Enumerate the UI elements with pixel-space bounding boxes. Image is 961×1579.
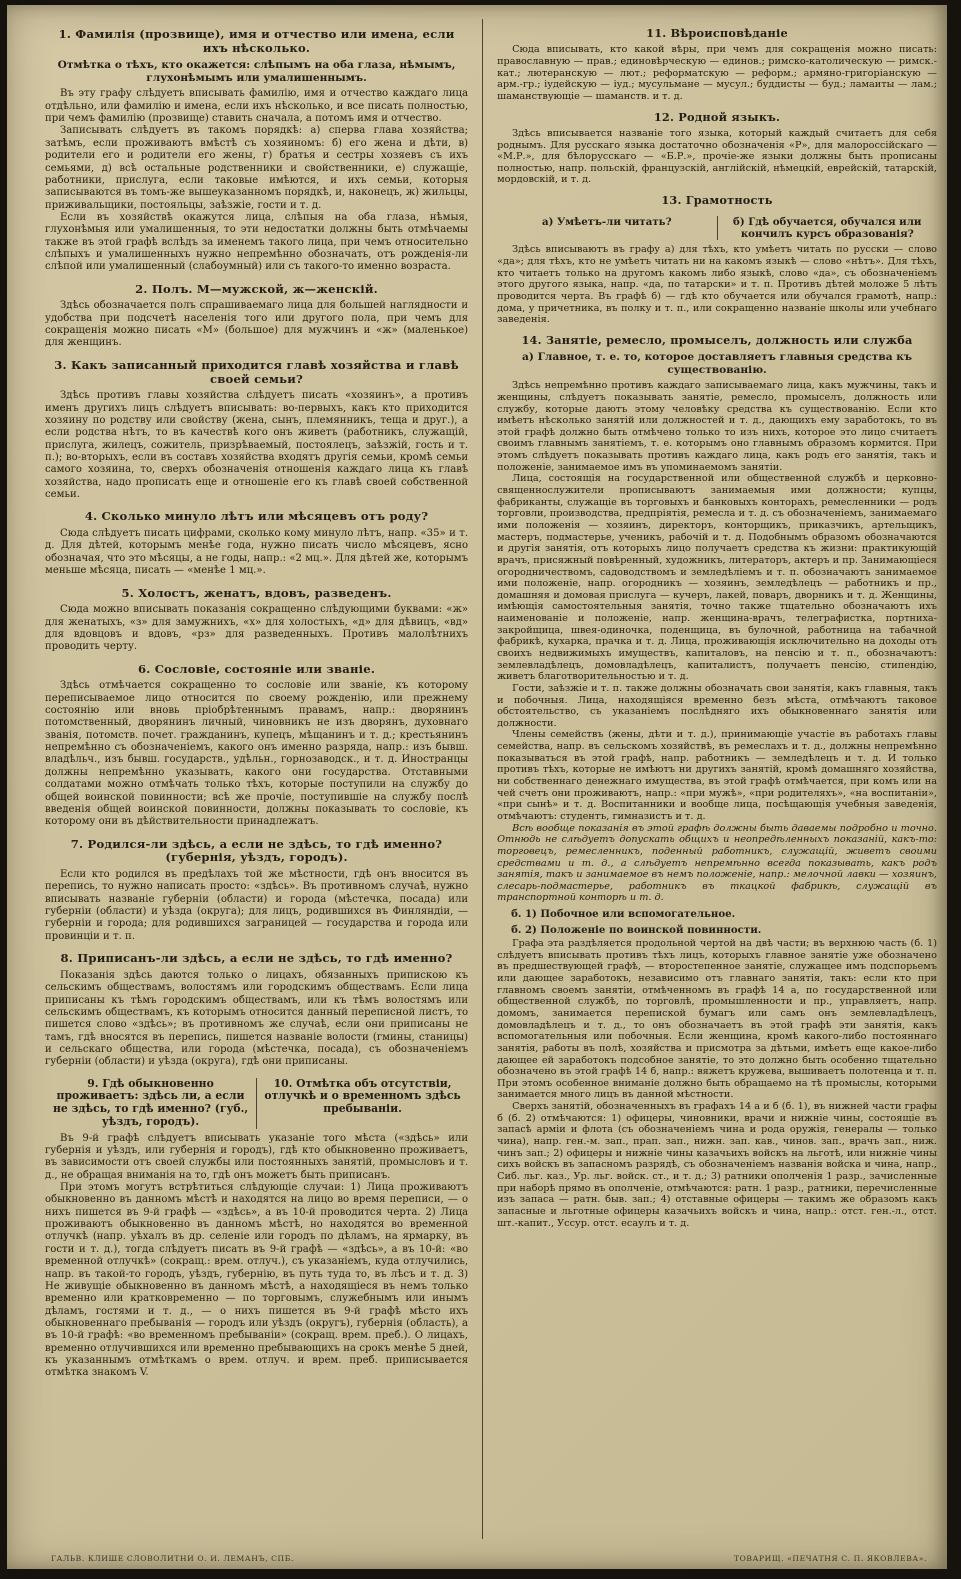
section-header: 4. Сколько минуло лѣтъ или мѣсяцевъ отъ роду?	[84, 509, 429, 524]
section-header: а) Главное, т. е. то, которое доставляетъ главныя средства къ существованію.	[522, 351, 913, 376]
section-header: 7. Родился-ли здѣсь, а если не здѣсь, то гдѣ именно? (губернія, уѣздъ, городъ).	[70, 836, 443, 865]
section-header: 1. Фамилія (прозвище), имя и отчество или имена, если ихъ нѣсколько.	[58, 27, 455, 55]
paragraph: Если кто родился въ предѣлахъ той же мѣстности, гдѣ онъ вносится въ перепись, то нужно написать просто: «здѣсь». Въ противномъ случаѣ, нужно вписывать названіе губерніи (области) и города (мѣстечка, посада) или губерніи (области) и уѣзда (округа); для лицъ, родившихся въ Финляндіи, — губерніи и города; для родившихся заграницей — государства и города или провинціи и т. п.	[45, 868, 469, 942]
imprint-left: ГАЛЬВ. КЛИШЕ СЛОВОЛИТНИ О. И. ЛЕМАНЪ, СПБ.	[51, 1554, 294, 1563]
dual-section-header	[45, 1078, 468, 1129]
paragraph: Здѣсь вписывается названіе того языка, который каждый считаетъ для себя роднымъ. Для русскаго языка достаточно обозначенія «Р», для малороссійскаго — «М.Р.», для бѣлорусскаго — «Б.Р.», прочіе-же языки должны быть прописаны полностью, напр. польскій, французскій, англійскій, нѣмецкій, еврейскій, татарскій, мордовскій, и т. д.	[497, 127, 937, 186]
section-header: 3. Какъ записанный приходится главѣ хозяйства и главѣ своей семьи?	[54, 357, 459, 386]
paragraph: Въ эту графу слѣдуетъ вписывать фамилію, имя и отчество каждаго лица отдѣльно, или фамилію и имена, если ихъ нѣсколько, и все писать полностью, при чемъ фамилію (прозвище) ставить сначала, а потомъ имя и отчество.	[45, 88, 469, 125]
left-column	[45, 19, 482, 1539]
section-header: 10. Отмѣтка объ отсутствіи, отлучкѣ и о временномъ здѣсь пребываніи.	[256, 1078, 468, 1129]
paragraph: Сюда можно вписывать показанія сокращенно слѣдующими буквами: «ж» для женатыхъ, «з» для замужнихъ, «х» для холостыхъ, «д» для дѣвицъ, «вд» для вдовцовъ и вдовъ, «рз» для разведенныхъ. Противъ малолѣтнихъ проводить черту.	[45, 604, 469, 653]
paragraph: Здѣсь вписываютъ въ графу а) для тѣхъ, кто умѣетъ читать по русски — слово «да»; для тѣхъ, кто не умѣетъ читать ни на какомъ языкѣ — слово «нѣтъ». Для тѣхъ, кто читаетъ только на другомъ какомъ либо языкѣ, слово «да», съ обозначеніемъ этого другого языка, напр. «да, по татарски» и т. п. Противъ дѣтей моложе 5 лѣтъ проводится черта. Въ графѣ б) — гдѣ кто обучается или обучался грамотѣ, напр.: дома, у причетника, въ полку и т. п., или сокращенно названіе школы или учебнаго заведенія.	[497, 244, 937, 326]
two-column-text	[7, 5, 947, 1569]
section-header: 11. Вѣроисповѣданіе	[646, 26, 788, 40]
paragraph: Графа эта раздѣляется продольной чертой на двѣ части; въ верхнюю часть (б. 1) слѣдуетъ вписывать противъ тѣхъ лицъ, которыхъ главное занятіе уже обозначено въ предшествующей графѣ, — второстепенное занятіе, служащее имъ подспорьемъ или дающее заработокъ, независимо отъ главнаго занятія, такъ: если кто при главномъ своемъ занятіи, отмѣченномъ въ графѣ 14 а, по государственной или общественной службѣ, по торговлѣ, промышленности и пр., управляетъ, напр. домомъ, занимается перепиской бумагъ или самъ онъ землевладѣлецъ, домовладѣлецъ и т. д., то онъ обозначаетъ въ этой графѣ эти занятія, какъ вспомогательныя или побочныя. Если женщина, кромѣ какого-либо постояннаго занятія, работы въ полѣ, хозяйства и присмотра за дѣтьми, имѣетъ еще какое-либо дающее ей заработокъ подсобное занятіе, то это должно быть особенно тщательно обозначено въ этой графѣ 14 б, напр.: вяжетъ кружева, вышиваетъ полотенца и т. п. При этомъ особенное вниманіе должно быть обращаемо на тѣ промыслы, которыми занимается много лицъ въ данной мѣстности.	[497, 938, 937, 1101]
section-header: 14. Занятіе, ремесло, промыселъ, должность или служба	[521, 332, 913, 347]
section-header: 13. Грамотность	[661, 193, 773, 208]
paragraph: Сюда слѣдуетъ писать цифрами, сколько кому минуло лѣтъ, напр. «35» и т. д. Для дѣтей, которымъ менѣе года, нужно писать число мѣсяцевъ, ясно обозначая, что это мѣсяцы, а не годы, напр.: «2 мц.». Для дѣтей же, которымъ меньше мѣсяца, писать — «менѣе 1 мц.».	[45, 528, 469, 577]
paragraph: Показанія здѣсь даются только о лицахъ, обязанныхъ припискою къ сельскимъ обществамъ, волостямъ или городскимъ обществамъ. Если лица приписаны къ тѣмъ городскимъ обществамъ, или къ тѣмъ волостямъ или сельскимъ обществамъ, къ которымъ относится данный переписной листъ, то пишется слово «здѣсь»; въ противномъ же случаѣ, если они приписаны не тамъ, гдѣ вносятся въ перепись, пишется названіе волости (гмины, станицы) и сельскаго общества, или города (мѣстечка, посада), съ обозначеніемъ губерніи (области) и уѣзда (округа), гдѣ они приписаны.	[45, 969, 469, 1068]
section-header: 2. Полъ. М—мужской, ж—женскій.	[135, 281, 378, 296]
paragraph: Лица, состоящія на государственной или общественной службѣ и церковно-священнослужители прописываютъ занимаемыя ими должности; купцы, фабриканты, служащіе въ торговыхъ и банковыхъ конторахъ, ремесленники — родъ торговли, производства, предпріятія, ремесла и т. д. съ обозначеніемъ, занимаемаго ими положенія — хозяинъ, директоръ, конторщикъ, приказчикъ, артельщикъ, мастеръ, подмастерье, ученикъ, рабочій и т. д. Подобнымъ образомъ обозначаются и другія занятія, отъ которыхъ лицо получаетъ средства къ жизни: практикующій врачъ, присяжный повѣренный, художникъ, литераторъ, актеръ и пр. Занимающіеся огородничествомъ, садоводствомъ и земледѣліемъ и т. п. обозначаютъ занимаемое ими положеніе, напр. огородникъ — хозяинъ, земледѣлецъ — работникъ и пр., домашняя и домовая прислуга — кучеръ, лакей, поваръ, дворникъ и т. д. Женщины, имѣющія самостоятельныя занятія, точно также тщательно обозначаютъ ихъ наименованіе и положеніе, напр. женщина-врачъ, телеграфистка, портниха-закройщица, швея-одиночка, поденщица, въ булочной, работница на табачной фабрикѣ, кухарка, прачка и т. д. Лица, проживающія исключительно на доходы отъ своихъ недвижимыхъ имуществъ, капиталовъ, на пенсію и т. п., обозначаютъ: землевладѣлецъ, домовладѣлецъ, капиталистъ, получаетъ пенсію, стипендію, живетъ благотворительностью и т. д.	[497, 473, 937, 683]
dual-section-header	[497, 216, 937, 240]
paragraph: Члены семействъ (жены, дѣти и т. д.), принимающіе участіе въ работахъ главы семейства, напр. въ сельскомъ хозяйствѣ, въ ремеслахъ и т. д., должны непремѣнно показываться въ этой графѣ, напр. работникъ — земледѣлецъ и т. д. И только противъ тѣхъ, которые не имѣютъ ни другихъ занятій, кромѣ домашняго хозяйства, ни собственнаго денежнаго имущества, въ этой графѣ отмѣчается, при комъ или на чей счетъ они проживаютъ, напр.: «при мужѣ», «при родителяхъ», «на воспитаніи», «при сынѣ» и т. д. Воспитанники и вообще лица, посѣщающія учебныя заведенія, отмѣчаютъ: студентъ, гимназистъ и т. д.	[497, 729, 937, 822]
paper	[7, 5, 947, 1569]
section-header: 12. Родной языкъ.	[653, 109, 781, 124]
paragraph: Гости, заѣзжіе и т. п. также должны обозначать свои занятія, какъ главныя, такъ и побочныя. Лица, находящіяся временно безъ мѣста, отмѣчаютъ таковое обстоятельство, съ указаніемъ послѣдняго ихъ обыкновеннаго занятія или должности.	[497, 682, 937, 729]
paragraph: Сюда вписывать, кто какой вѣры, при чемъ для сокращенія можно писать: православную — прав.; единовѣрческую — единов.; римско-католическую — римск.-кат.; лютеранскую — лют.; реформатскую — реформ.; армяно-григоріанскую — арм.-гр.; іудейскую — іуд.; мусульмане — мусул.; буддисты — буд.; ламаиты — лам.; шаманствующіе — шаманств. и т. д.	[497, 44, 937, 102]
paragraph: Здѣсь отмѣчается сокращенно то сословіе или званіе, къ которому переписываемое лицо относится по своему рожденію, или прежнему состоянію или вновь пріобрѣтеннымъ правамъ, напр.: дворянинъ потомственный, дворянинъ личный, чиновникъ не изъ дворянъ, духовнаго званія, потомств. почет. гражданинъ, купецъ, мѣщанинъ и т. д.; крестьянинъ непремѣнно съ обозначеніемъ, какого онъ именно разряда, напр.: изъ бывш. владѣльч., изъ бывш. государств., удѣльн., горнозаводск., и т. д. Иностранцы должны непремѣнно указывать, какого они государства. Отставными солдатами можно отмѣчать только тѣхъ, которые поступили на службу до общей воинской повинности; всѣ же прочіе, поступившіе на службу послѣ введенія общей воинской повинности, должны показывать то сословіе, къ которому они въ дѣйствительности принадлежатъ.	[45, 680, 469, 828]
paragraph: Здѣсь обозначается полъ спрашиваемаго лица для большей наглядности и удобства при подсчетѣ населенія того или другого пола, при чемъ для сокращенія можно писать «М» (большое) для мужчинъ и «ж» (маленькое) для женщинъ.	[45, 300, 469, 349]
section-header: 5. Холостъ, женатъ, вдовъ, разведенъ.	[121, 585, 392, 600]
paragraph: Если въ хозяйствѣ окажутся лица, слѣпыя на оба глаза, нѣмыя, глухонѣмыя или умалишенныя, то эти недостатки должны быть отмѣчаемы также въ этой графѣ вслѣдъ за именемъ такого лица, при чемъ относительно слѣпыхъ и умалишенныхъ нужно непремѣнно обозначать, отъ рожденія-ли слѣпой или умалишенный (слабоумный) или съ такого-то именно возраста.	[45, 211, 469, 273]
imprint-right: ТОВАРИЩ. «ПЕЧАТНЯ С. П. ЯКОВЛЕВА».	[733, 1554, 927, 1563]
imprint-footer	[7, 1554, 947, 1563]
section-header: 9. Гдѣ обыкновенно проживаетъ: здѣсь ли, а если не здѣсь, то гдѣ именно? (губ., уѣздъ, городъ).	[52, 1076, 249, 1128]
paragraph: При этомъ могутъ встрѣтиться слѣдующіе случаи: 1) Лица проживаютъ обыкновенно въ данномъ мѣстѣ и находятся на лицо во время переписи, — о нихъ пишется въ 9-й графѣ — «здѣсь», а въ 10-й проводится черта. 2) Лица проживаютъ обыкновенно въ данномъ мѣстѣ, но находятся во временной отлучкѣ (напр. уѣхалъ въ др. селеніе или городъ по дѣламъ, на ярмарку, въ гости и т. д.), тогда слѣдуетъ писать въ 9-й графѣ — «здѣсь», а въ 10-й: «во временной отлучкѣ» (сокращ.: врем. отлуч.), съ указаніемъ, куда отлучились, напр. въ такой-то городъ, уѣздъ, губернію, въ путь туда то, въ лѣсъ и т. д. 3) Не живущіе обыкновенно въ данномъ мѣстѣ, а находящіеся въ немъ только временно или кратковременно — по торговымъ, служебнымъ или инымъ дѣламъ, гостями и т. д., — о нихъ пишется въ 9-й графѣ мѣсто ихъ обыкновеннаго пребыванія — городъ или уѣздъ (округъ), губернія (область), а въ 10-й графѣ: «во временномъ пребываніи» (сокращ. врем. преб.). О лицахъ, временно отлучившихся или временно пребывающихъ на срокъ менѣе 5 дней, къ указаннымъ отмѣткамъ о врем. отлуч. и врем. преб. приписывается отмѣтка знакомъ V.	[45, 1182, 469, 1379]
section-header: б) Гдѣ обучается, обучался или кончилъ курсъ образованія?	[717, 216, 937, 240]
section-header: 6. Сословіе, состояніе или званіе.	[137, 661, 376, 676]
section-header: а) Умѣетъ-ли читать?	[542, 216, 672, 229]
section-header: б. 2) Положеніе по воинской повинности.	[511, 924, 762, 937]
paragraph: Здѣсь противъ главы хозяйства слѣдуетъ писать «хозяинъ», а противъ именъ другихъ лицъ слѣдуетъ вписывать: во-первыхъ, какъ кто приходится хозяину по родству или свойству (жена, сынъ, племянникъ, теща и друг.), а если родства нѣтъ, то въ качествѣ кого онъ живетъ (работникъ, служащій, прислуга, жилецъ, сожитель, призрѣваемый, постоялецъ, заѣзжій, гость и т. п.); во-вторыхъ, если въ составъ хозяйства входятъ другія семьи, кромѣ семьи самого хозяина, то, сверхъ обозначенія отношенія каждаго лица къ главѣ хозяйства, надо прописать еще и отношеніе его къ главѣ своей собственной семьи.	[45, 390, 469, 501]
paragraph: Сверхъ занятій, обозначенныхъ въ графахъ 14 а и б (б. 1), въ нижней части графы б (б. 2) отмѣчаются: 1) офицеры, чиновники, врачи и нижніе чины, состоящіе въ запасѣ арміи и флота (съ обозначеніемъ чина и рода оружія, генералы — только чина), напр. ген.-м. зап., прап. зап., нижн. зап. кав., чинов. зап., врачъ зап., ниж. чинъ зап.; 2) офицеры и нижніе чины казачьихъ войскъ на льготѣ, или нижніе чины сихъ войскъ въ запасномъ разрядѣ, съ обозначеніемъ названія войска и чина, напр., Сиб. льг. каз., Ур. льг. войск. ст., и т. д.; 3) ратники ополченія 1 разр., зачисленные при наборѣ прямо въ ополченіе, отмѣчаются: ратн. 1 разр., ратники, перечисленные изъ запаса — ратн. быв. зап.; 4) отставные офицеры — такимъ же образомъ какъ запасные и льготные офицеры казачьихъ войскъ и чина, напр.: отст. ген.-л., отст. шт.-капит., Уссур. отст. есаулъ и т. д.	[497, 1101, 937, 1229]
paragraph: Записывать слѣдуетъ въ такомъ порядкѣ: а) сперва глава хозяйства; затѣмъ, если проживаютъ вмѣстѣ съ хозяиномъ: б) его жена и дѣти, в) родители его и родители его жены, г) братья и сестры хозяевъ съ ихъ семьями, д) всѣ остальные родственники и свойственники, е) служащіе, работники, прислуга, если таковые имѣются, и ихъ семьи, которыя записываются въ томъ-же вышеуказанномъ порядкѣ, и, наконецъ, ж) жильцы, приживальщики, постояльцы, заѣзжіе, гости и т. д.	[45, 125, 469, 211]
paragraph: Въ 9-й графѣ слѣдуетъ вписывать указаніе того мѣста («здѣсь» или губернія и уѣздъ, или губернія и городъ), гдѣ кто обыкновенно проживаетъ, въ зависимости отъ своей службы или постоянныхъ занятій, промысловъ и т. д., не обращая вниманія на то, гдѣ онъ можетъ быть приписанъ.	[45, 1132, 469, 1181]
paragraph: Здѣсь непремѣнно противъ каждаго записываемаго лица, какъ мужчины, такъ и женщины, слѣдуетъ показывать занятіе, ремесло, промыселъ, должность или службу, которые даютъ этому человѣку средства къ существованію. Если кто имѣетъ нѣсколько занятій или должностей и т. д., дающихъ ему заработокъ, то въ этой графѣ должно быть отмѣчено только то изъ нихъ, которое это лицо считаетъ своимъ главнымъ занятіемъ, т. е. которымъ оно главнымъ образомъ кормится. При этомъ слѣдуетъ показывать противъ каждаго лица, какъ родъ его занятія, такъ и положеніе, занимаемое имъ въ упоминаемомъ занятіи.	[497, 380, 937, 473]
right-column	[482, 19, 937, 1539]
section-header: Отмѣтка о тѣхъ, кто окажется: слѣпымъ на оба глаза, нѣмымъ, глухонѣмымъ или умалишеннымъ.	[57, 59, 456, 84]
section-header: б. 1) Побочное или вспомогательное.	[511, 908, 736, 921]
paragraph: Всѣ вообще показанія въ этой графѣ должны быть даваемы подробно и точно. Отнюдь не слѣдуетъ допускать общихъ и неопредѣленныхъ показаній, какъ-то: торговецъ, ремесленникъ, поденный работникъ, служащій, живетъ своими средствами и т. д., а слѣдуетъ непремѣнно всегда показывать, какъ родъ занятія, такъ и занимаемое въ немъ положеніе, напр.: мелочной лавки — хозяинъ, слесарь-подмастерье, работникъ въ ткацкой фабрикѣ, служащій въ транспортной конторѣ и т. д.	[497, 822, 937, 904]
section-header: 8. Приписанъ-ли здѣсь, а если не здѣсь, то гдѣ именно?	[60, 951, 453, 966]
